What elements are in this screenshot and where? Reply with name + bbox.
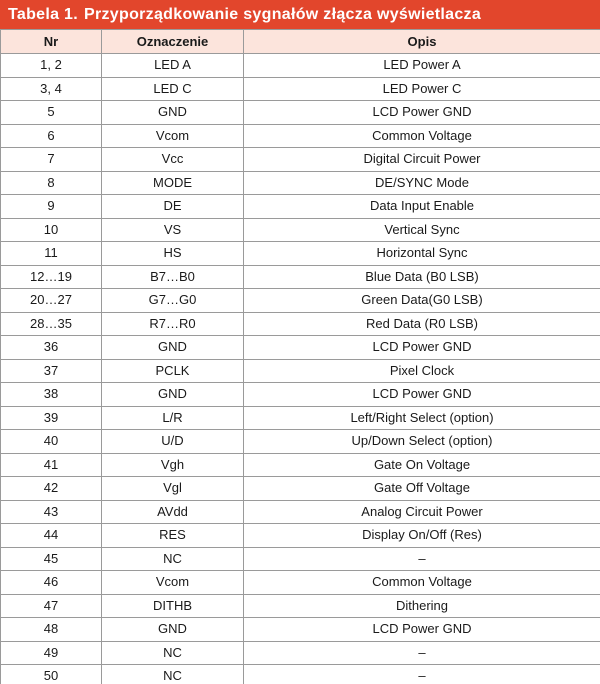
cell-oznaczenie: RES xyxy=(102,524,244,548)
cell-nr: 42 xyxy=(1,477,102,501)
cell-oznaczenie: MODE xyxy=(102,171,244,195)
cell-oznaczenie: HS xyxy=(102,242,244,266)
cell-nr: 37 xyxy=(1,359,102,383)
table-row xyxy=(1,195,600,219)
cell-nr: 36 xyxy=(1,336,102,360)
table-row xyxy=(1,336,600,360)
cell-oznaczenie: B7…B0 xyxy=(102,265,244,289)
cell-oznaczenie: DE xyxy=(102,195,244,219)
cell-opis: LCD Power GND xyxy=(244,618,600,642)
table-number: Tabela 1. xyxy=(8,6,78,23)
cell-nr: 45 xyxy=(1,547,102,571)
cell-oznaczenie: GND xyxy=(102,383,244,407)
cell-nr: 47 xyxy=(1,594,102,618)
table-row xyxy=(1,54,600,78)
table-row xyxy=(1,312,600,336)
table-row xyxy=(1,124,600,148)
cell-opis: Digital Circuit Power xyxy=(244,148,600,172)
table-row xyxy=(1,430,600,454)
cell-opis: Gate On Voltage xyxy=(244,453,600,477)
cell-nr: 28…35 xyxy=(1,312,102,336)
cell-nr: 49 xyxy=(1,641,102,665)
table-row xyxy=(1,101,600,125)
table-row xyxy=(1,148,600,172)
cell-oznaczenie: LED C xyxy=(102,77,244,101)
table-row xyxy=(1,77,600,101)
table-caption: Przyporządkowanie sygnałów złącza wyświetlacza xyxy=(84,6,482,23)
table-row xyxy=(1,571,600,595)
header-opis: Opis xyxy=(244,30,600,54)
cell-oznaczenie: DITHB xyxy=(102,594,244,618)
cell-nr: 50 xyxy=(1,665,102,684)
table-row xyxy=(1,406,600,430)
cell-opis: DE/SYNC Mode xyxy=(244,171,600,195)
cell-opis: Analog Circuit Power xyxy=(244,500,600,524)
cell-opis: Left/Right Select (option) xyxy=(244,406,600,430)
cell-oznaczenie: L/R xyxy=(102,406,244,430)
cell-opis: Gate Off Voltage xyxy=(244,477,600,501)
header-nr: Nr xyxy=(1,30,102,54)
cell-opis: – xyxy=(244,547,600,571)
table-row xyxy=(1,218,600,242)
cell-opis: Dithering xyxy=(244,594,600,618)
cell-oznaczenie: R7…R0 xyxy=(102,312,244,336)
cell-oznaczenie: G7…G0 xyxy=(102,289,244,313)
cell-oznaczenie: GND xyxy=(102,618,244,642)
cell-nr: 41 xyxy=(1,453,102,477)
table-row xyxy=(1,594,600,618)
cell-nr: 38 xyxy=(1,383,102,407)
cell-nr: 10 xyxy=(1,218,102,242)
table-row xyxy=(1,265,600,289)
table-row xyxy=(1,289,600,313)
table-row xyxy=(1,618,600,642)
cell-oznaczenie: Vgl xyxy=(102,477,244,501)
cell-opis: LED Power A xyxy=(244,54,600,78)
cell-opis: – xyxy=(244,641,600,665)
cell-opis: Up/Down Select (option) xyxy=(244,430,600,454)
cell-opis: Display On/Off (Res) xyxy=(244,524,600,548)
signal-table xyxy=(0,29,600,684)
cell-nr: 43 xyxy=(1,500,102,524)
cell-opis: LCD Power GND xyxy=(244,336,600,360)
table-row xyxy=(1,383,600,407)
cell-oznaczenie: Vcom xyxy=(102,124,244,148)
cell-nr: 5 xyxy=(1,101,102,125)
cell-oznaczenie: LED A xyxy=(102,54,244,78)
table-row xyxy=(1,359,600,383)
cell-oznaczenie: GND xyxy=(102,101,244,125)
cell-nr: 39 xyxy=(1,406,102,430)
cell-oznaczenie: PCLK xyxy=(102,359,244,383)
header-oznaczenie: Oznaczenie xyxy=(102,30,244,54)
table-row xyxy=(1,665,600,684)
cell-opis: Data Input Enable xyxy=(244,195,600,219)
cell-opis: – xyxy=(244,665,600,684)
table-row xyxy=(1,524,600,548)
table-row xyxy=(1,500,600,524)
cell-oznaczenie: U/D xyxy=(102,430,244,454)
cell-nr: 40 xyxy=(1,430,102,454)
table-row xyxy=(1,547,600,571)
cell-oznaczenie: Vcom xyxy=(102,571,244,595)
cell-oznaczenie: NC xyxy=(102,641,244,665)
cell-oznaczenie: AVdd xyxy=(102,500,244,524)
cell-opis: Vertical Sync xyxy=(244,218,600,242)
cell-nr: 46 xyxy=(1,571,102,595)
cell-opis: Green Data(G0 LSB) xyxy=(244,289,600,313)
cell-nr: 9 xyxy=(1,195,102,219)
cell-opis: Blue Data (B0 LSB) xyxy=(244,265,600,289)
cell-oznaczenie: NC xyxy=(102,547,244,571)
header-row xyxy=(1,30,600,54)
cell-opis: LCD Power GND xyxy=(244,383,600,407)
cell-opis: Horizontal Sync xyxy=(244,242,600,266)
cell-nr: 6 xyxy=(1,124,102,148)
table-row xyxy=(1,171,600,195)
cell-nr: 8 xyxy=(1,171,102,195)
cell-nr: 11 xyxy=(1,242,102,266)
cell-nr: 44 xyxy=(1,524,102,548)
cell-nr: 1, 2 xyxy=(1,54,102,78)
cell-opis: Red Data (R0 LSB) xyxy=(244,312,600,336)
cell-oznaczenie: Vgh xyxy=(102,453,244,477)
cell-opis: Common Voltage xyxy=(244,124,600,148)
cell-oznaczenie: Vcc xyxy=(102,148,244,172)
cell-opis: LED Power C xyxy=(244,77,600,101)
cell-nr: 3, 4 xyxy=(1,77,102,101)
cell-opis: Pixel Clock xyxy=(244,359,600,383)
cell-opis: Common Voltage xyxy=(244,571,600,595)
table-row xyxy=(1,641,600,665)
table-title xyxy=(0,0,600,29)
table-body xyxy=(1,54,600,684)
cell-oznaczenie: GND xyxy=(102,336,244,360)
cell-nr: 20…27 xyxy=(1,289,102,313)
cell-oznaczenie: NC xyxy=(102,665,244,684)
table-row xyxy=(1,242,600,266)
cell-oznaczenie: VS xyxy=(102,218,244,242)
cell-nr: 48 xyxy=(1,618,102,642)
table-row xyxy=(1,453,600,477)
cell-nr: 7 xyxy=(1,148,102,172)
table-row xyxy=(1,477,600,501)
cell-nr: 12…19 xyxy=(1,265,102,289)
cell-opis: LCD Power GND xyxy=(244,101,600,125)
